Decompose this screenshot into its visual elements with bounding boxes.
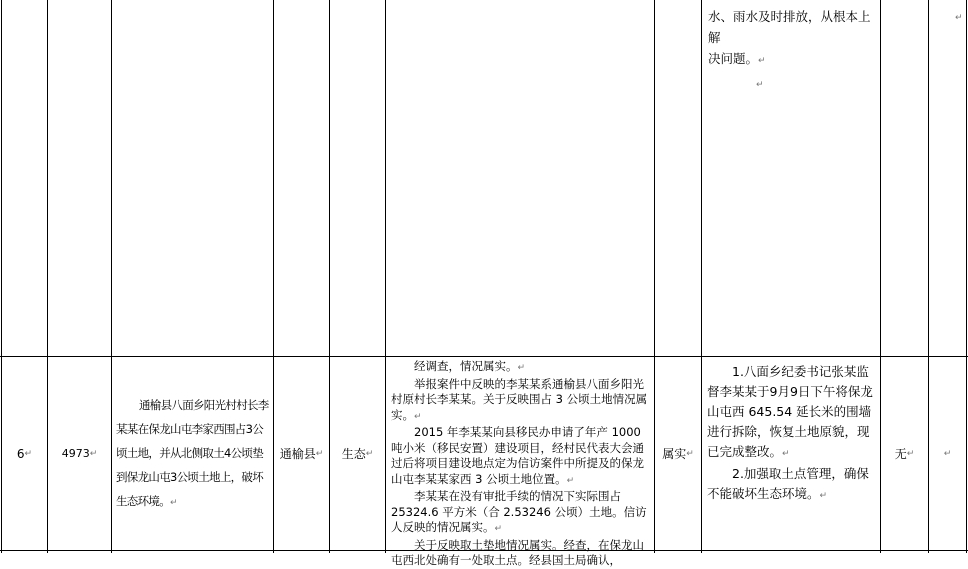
column-divider [701, 0, 702, 553]
column-divider [111, 0, 112, 553]
case-number: 4973 ↵ [61, 446, 98, 460]
complaint-cell: 通榆县八面乡阳光村村长李某某在保龙山屯李家西围占3公顷土地，并从北侧取土4公顷垫到保龙山屯3公顷土地上，破坏生态环境。↵ [116, 397, 269, 508]
measures-line: 决问题。 [708, 51, 759, 66]
row-index: 6 ↵ [16, 446, 33, 461]
complaint-text: 通榆县八面乡阳光村村长李某某在保龙山屯李家西围占3公顷土地，并从北侧取土4公顷垫到保龙山屯3公顷土地上，破坏生态环境。 [116, 397, 269, 508]
category-cell: 生态 ↵ [341, 446, 374, 461]
verdict-cell: 属实 ↵ [662, 446, 694, 461]
paragraph-mark: ↵ [955, 13, 963, 23]
accountability-cell: 无 ↵ [894, 446, 915, 461]
measures-cell-prev: 水、雨水及时排放，从根本上解 决问题。↵ ↵ [708, 9, 871, 90]
findings-paragraph: 经调查，情况属实。 [414, 359, 518, 373]
findings-paragraph: 李某某在没有审批手续的情况下实际围占 25324.6 平方米（合 2.53246 公顷）土地。信访人反映的情况属实。 [391, 489, 647, 534]
measures-line: 水、雨水及时排放，从根本上解 [708, 9, 871, 45]
findings-cell: 经调查，情况属实。↵ 举报案件中反映的李某某系通榆县八面乡阳光村原村长李某某。关于反映围占 3 公顷土地情况属实。↵ 2015 年李某某向县移民办申请了年产 1000 吨小米（移民安置）建设项目，经村民代表大会通过后将项目建设地点定为信访案件中所提及的保龙山屯李某某家西 3 公顷土地位置。↵ 李某某在没有审批手续的情况下实际围占 25324.6 平方米（合 2.53246 公顷）土地。信访人反映的情况属实。↵ 关于反映取土垫地情况属实。经查，在保龙山屯西北处确有一处取土点。经县国土局确认， [391, 359, 648, 567]
measures-cell: 1.八面乡纪委书记张某监督李某某于9月9日下午将保龙山屯西 645.54 延长米的围墙进行拆除，恢复土地原貌，现已完成整改。↵ 2.加强取土点管理，确保不能破坏生态环境。↵ [707, 364, 873, 501]
remarks-cell: ↵ [943, 448, 952, 459]
findings-paragraph: 关于反映取土垫地情况属实。经查，在保龙山屯西北处确有一处取土点。经县国土局确认， [391, 537, 644, 567]
county-cell: 通榆县 ↵ [279, 446, 324, 461]
findings-paragraph: 2015 年李某某向县移民办申请了年产 1000 吨小米（移民安置）建设项目，经村民代表大会通过后将项目建设地点定为信访案件中所提及的保龙山屯李某某家西 3 公顷土地位置。 [391, 425, 644, 486]
table-border-right [966, 0, 967, 553]
measures-paragraph: 2.加强取土点管理，确保不能破坏生态环境。 [707, 466, 869, 501]
measures-paragraph: 1.八面乡纪委书记张某监督李某某于9月9日下午将保龙山屯西 645.54 延长米的围墙进行拆除，恢复土地原貌，现已完成整改。 [707, 364, 873, 459]
column-divider [385, 0, 386, 553]
findings-paragraph: 举报案件中反映的李某某系通榆县八面乡阳光村原村长李某某。关于反映围占 3 公顷土地情况属实。 [391, 376, 648, 422]
